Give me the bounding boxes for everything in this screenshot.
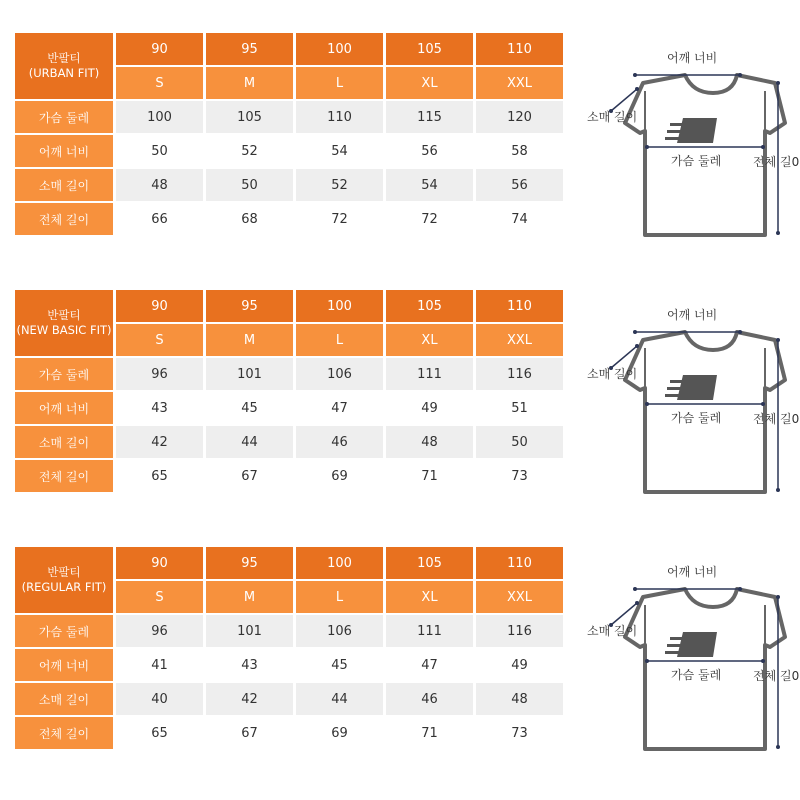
measurement-cell: 111 xyxy=(386,615,473,647)
chest-label: 가슴 둘레 xyxy=(671,668,722,682)
measurement-cell: 105 xyxy=(206,101,293,133)
measurement-cell: 49 xyxy=(476,649,563,681)
size-kr-header: 105 xyxy=(386,33,473,65)
measurement-cell: 74 xyxy=(476,203,563,235)
row-label: 전체 길이 xyxy=(15,460,113,492)
measurement-cell: 56 xyxy=(476,169,563,201)
size-intl-header: XXL xyxy=(476,581,563,613)
tshirt-diagram xyxy=(585,43,800,253)
table-title-product: 반팔티 xyxy=(47,51,81,65)
measurement-cell: 41 xyxy=(116,649,203,681)
table-title xyxy=(15,33,113,99)
total-length-label: 전체 길0 xyxy=(753,669,800,683)
measurement-cell: 47 xyxy=(386,649,473,681)
table-title-product: 반팔티 xyxy=(47,565,81,579)
measurement-cell: 43 xyxy=(116,392,203,424)
size-intl-header: S xyxy=(116,67,203,99)
measurement-cell: 101 xyxy=(206,358,293,390)
row-label: 소매 길이 xyxy=(15,169,113,201)
measurement-cell: 120 xyxy=(476,101,563,133)
size-intl-header: S xyxy=(116,581,203,613)
size-intl-header: M xyxy=(206,581,293,613)
row-label: 전체 길이 xyxy=(15,203,113,235)
measurement-cell: 71 xyxy=(386,717,473,749)
measurement-cell: 45 xyxy=(206,392,293,424)
sleeve-length-label: 소매 길이 xyxy=(587,110,638,124)
size-table xyxy=(15,33,563,235)
measurement-cell: 49 xyxy=(386,392,473,424)
measurement-cell: 101 xyxy=(206,615,293,647)
new-balance-logo xyxy=(665,632,717,657)
size-kr-header: 100 xyxy=(296,547,383,579)
shoulder-width-label: 어깨 너비 xyxy=(667,308,718,322)
size-intl-header: M xyxy=(206,324,293,356)
measurement-cell: 43 xyxy=(206,649,293,681)
row-label: 어깨 너비 xyxy=(15,649,113,681)
size-intl-header: XXL xyxy=(476,67,563,99)
measurement-cell: 65 xyxy=(116,717,203,749)
size-intl-header: S xyxy=(116,324,203,356)
measurement-cell: 68 xyxy=(206,203,293,235)
size-intl-header: XL xyxy=(386,581,473,613)
size-kr-header: 110 xyxy=(476,290,563,322)
table-title-fit: (URBAN FIT) xyxy=(28,66,100,80)
measurement-cell: 50 xyxy=(476,426,563,458)
measurement-cell: 45 xyxy=(296,649,383,681)
size-kr-header: 95 xyxy=(206,33,293,65)
measurement-cell: 100 xyxy=(116,101,203,133)
size-kr-header: 100 xyxy=(296,290,383,322)
size-intl-header: XL xyxy=(386,324,473,356)
total-length-label: 전체 길0 xyxy=(753,155,800,169)
measurement-cell: 65 xyxy=(116,460,203,492)
measurement-cell: 106 xyxy=(296,358,383,390)
size-intl-header: L xyxy=(296,324,383,356)
table-title-product: 반팔티 xyxy=(47,308,81,322)
row-label: 소매 길이 xyxy=(15,426,113,458)
measurement-cell: 73 xyxy=(476,460,563,492)
measurement-cell: 96 xyxy=(116,615,203,647)
measurement-cell: 52 xyxy=(206,135,293,167)
row-label: 가슴 둘레 xyxy=(15,358,113,390)
size-kr-header: 95 xyxy=(206,547,293,579)
row-label: 소매 길이 xyxy=(15,683,113,715)
measurement-cell: 48 xyxy=(386,426,473,458)
measurement-cell: 110 xyxy=(296,101,383,133)
new-balance-logo xyxy=(665,375,717,400)
size-kr-header: 100 xyxy=(296,33,383,65)
measurement-cell: 54 xyxy=(386,169,473,201)
measurement-cell: 116 xyxy=(476,358,563,390)
measurement-cell: 44 xyxy=(206,426,293,458)
measurement-cell: 40 xyxy=(116,683,203,715)
measurement-cell: 69 xyxy=(296,717,383,749)
table-title xyxy=(15,547,113,613)
shoulder-width-label: 어깨 너비 xyxy=(667,51,718,65)
measurement-cell: 66 xyxy=(116,203,203,235)
measurement-cell: 96 xyxy=(116,358,203,390)
tshirt-outline-icon xyxy=(585,43,800,253)
measurement-cell: 67 xyxy=(206,717,293,749)
measurement-cell: 44 xyxy=(296,683,383,715)
size-intl-header: XXL xyxy=(476,324,563,356)
size-kr-header: 105 xyxy=(386,290,473,322)
measurement-cell: 54 xyxy=(296,135,383,167)
sleeve-length-label: 소매 길이 xyxy=(587,624,638,638)
chest-label: 가슴 둘레 xyxy=(671,154,722,168)
measurement-cell: 111 xyxy=(386,358,473,390)
measurement-cell: 46 xyxy=(386,683,473,715)
row-label: 어깨 너비 xyxy=(15,135,113,167)
size-kr-header: 90 xyxy=(116,290,203,322)
measurement-cell: 50 xyxy=(206,169,293,201)
measurement-cell: 69 xyxy=(296,460,383,492)
measurement-cell: 52 xyxy=(296,169,383,201)
size-kr-header: 105 xyxy=(386,547,473,579)
size-kr-header: 95 xyxy=(206,290,293,322)
size-kr-header: 110 xyxy=(476,33,563,65)
measurement-cell: 58 xyxy=(476,135,563,167)
row-label: 전체 길이 xyxy=(15,717,113,749)
size-kr-header: 90 xyxy=(116,547,203,579)
size-table xyxy=(15,547,563,749)
measurement-cell: 48 xyxy=(116,169,203,201)
size-kr-header: 110 xyxy=(476,547,563,579)
measurement-cell: 42 xyxy=(116,426,203,458)
tshirt-diagram xyxy=(585,300,800,510)
measurement-cell: 46 xyxy=(296,426,383,458)
row-label: 가슴 둘레 xyxy=(15,615,113,647)
measurement-cell: 72 xyxy=(296,203,383,235)
measurement-cell: 115 xyxy=(386,101,473,133)
table-title-fit: (REGULAR FIT) xyxy=(21,580,107,594)
measurement-cell: 67 xyxy=(206,460,293,492)
measurement-cell: 72 xyxy=(386,203,473,235)
new-balance-logo xyxy=(665,118,717,143)
tshirt-outline-icon xyxy=(585,300,800,510)
row-label: 가슴 둘레 xyxy=(15,101,113,133)
total-length-label: 전체 길0 xyxy=(753,412,800,426)
row-label: 어깨 너비 xyxy=(15,392,113,424)
chest-label: 가슴 둘레 xyxy=(671,411,722,425)
measurement-cell: 50 xyxy=(116,135,203,167)
table-title-fit: (NEW BASIC FIT) xyxy=(16,323,112,337)
shoulder-width-label: 어깨 너비 xyxy=(667,565,718,579)
measurement-cell: 106 xyxy=(296,615,383,647)
measurement-cell: 56 xyxy=(386,135,473,167)
measurement-cell: 42 xyxy=(206,683,293,715)
size-intl-header: XL xyxy=(386,67,473,99)
size-table-block xyxy=(0,33,800,273)
measurement-cell: 116 xyxy=(476,615,563,647)
size-intl-header: M xyxy=(206,67,293,99)
size-intl-header: L xyxy=(296,67,383,99)
sleeve-length-label: 소매 길이 xyxy=(587,367,638,381)
size-intl-header: L xyxy=(296,581,383,613)
tshirt-diagram xyxy=(585,557,800,767)
size-table-block xyxy=(0,547,800,787)
size-table xyxy=(15,290,563,492)
measurement-cell: 73 xyxy=(476,717,563,749)
table-title xyxy=(15,290,113,356)
size-kr-header: 90 xyxy=(116,33,203,65)
measurement-cell: 71 xyxy=(386,460,473,492)
measurement-cell: 51 xyxy=(476,392,563,424)
measurement-cell: 47 xyxy=(296,392,383,424)
size-table-block xyxy=(0,290,800,530)
tshirt-outline-icon xyxy=(585,557,800,767)
measurement-cell: 48 xyxy=(476,683,563,715)
